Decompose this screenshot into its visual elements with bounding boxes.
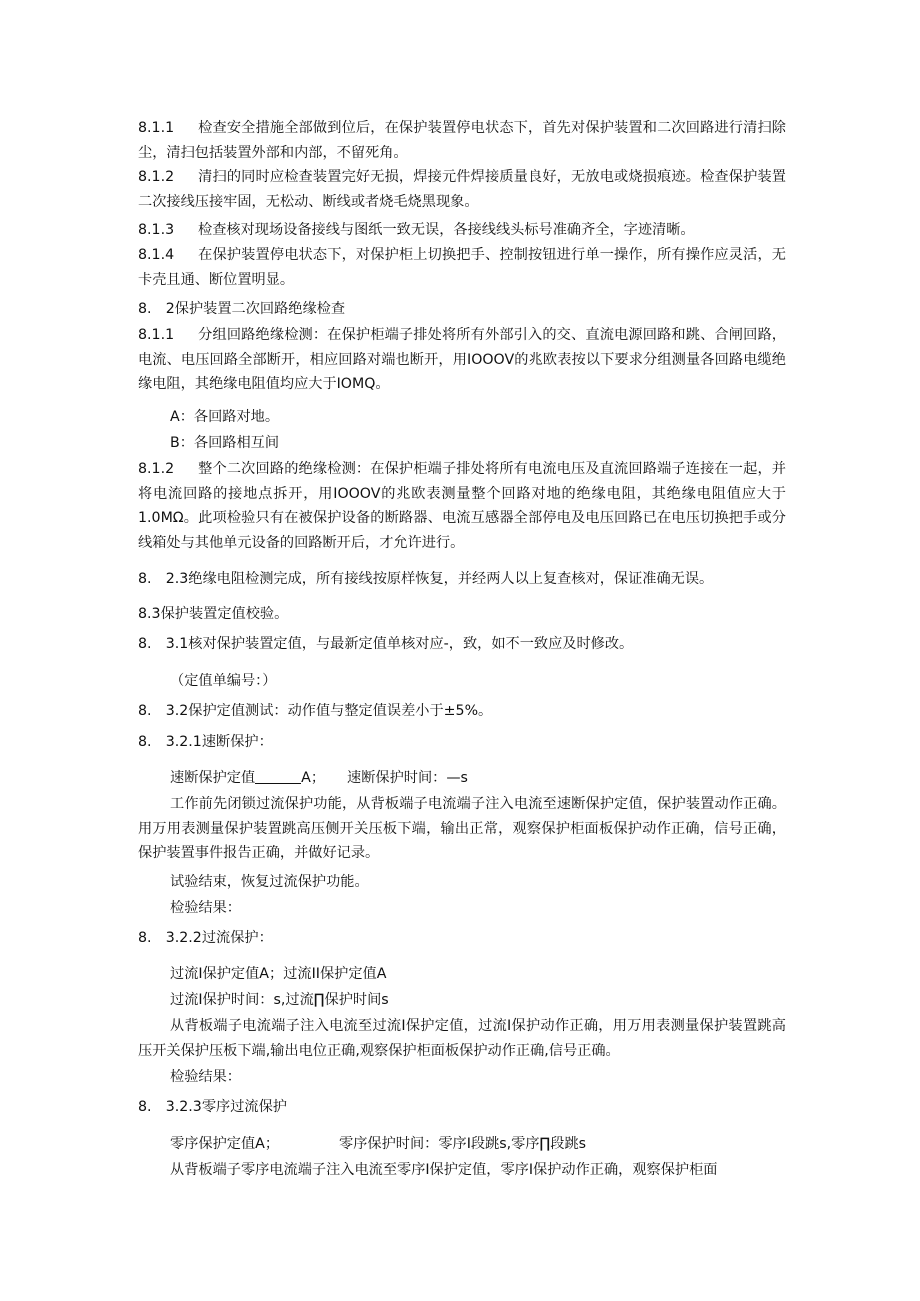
setting-sheet-number: （定值单编号：）	[170, 673, 277, 689]
overcurrent-time-line: 过流I保护时间：s,过流∏保护时间s	[170, 992, 389, 1008]
quick-break-result: 检验结果：	[170, 900, 241, 916]
overcurrent-description: 从背板端子电流端子注入电流至过流I保护定值，过流I保护动作正确，用万用表测量保护装置跳高压开关保护压板下端,输出电位正确,观察保护柜面板保护动作正确,信号正确。	[138, 1018, 786, 1059]
heading-8-3: 8.3保护装置定值校验。	[138, 606, 289, 622]
paragraph-8-1-4	[138, 243, 786, 292]
paragraph-8-3-2: 8. 3.2保护定值测试：动作值与整定值误差小于±5%。	[138, 703, 493, 719]
paragraph-text: 整个二次回路的绝缘检测：在保护柜端子排处将所有电流电压及直流回路端子连接在一起，并将电流回路的接地点拆开，用IOOOV的兆欧表测量整个回路对地的绝缘电阻，其绝缘电阻值应大于1.0MΩ。此项检验只有在被保护设备的断路器、电流互感器全部停电及电压回路已在电压切换把手或分线箱处与其他单元设备的回路断开后，才允许进行。	[138, 461, 786, 551]
section-number: 8.1.4	[138, 247, 175, 263]
section-number: 8.1.1	[138, 327, 175, 343]
paragraph-8-2-3: 8. 2.3绝缘电阻检测完成，所有接线按原样恢复，并经两人以上复查核对，保证准确无误。	[138, 571, 714, 587]
paragraph-8-2-1	[138, 323, 786, 397]
heading-8-2: 8. 2保护装置二次回路绝缘检查	[138, 301, 346, 317]
quick-break-setting-line	[170, 766, 786, 791]
paragraph-text: 分组回路绝缘检测：在保护柜端子排处将所有外部引入的交、直流电源回路和跳、合闸回路，电流、电压回路全部断开，相应回路对端也断开，用IOOOV的兆欧表按以下要求分组测量各回路电缆绝缘电阻，其绝缘电阻值均应大于IOMQ。	[138, 327, 786, 392]
zero-sequence-description: 从背板端子零序电流端子注入电流至零序I保护定值，零序I保护动作正确，观察保护柜面	[170, 1162, 718, 1178]
heading-8-3-2-1: 8. 3.2.1速断保护：	[138, 734, 273, 750]
section-number: 8.1.2	[138, 461, 175, 477]
quick-time-label: 速断保护时间：—s	[347, 770, 468, 786]
section-number: 8.1.2	[138, 169, 175, 185]
paragraph-text: 检查安全措施全部做到位后，在保护装置停电状态下，首先对保护装置和二次回路进行清扫除尘，清扫包括装置外部和内部，不留死角。	[138, 120, 786, 161]
section-number: 8.1.3	[138, 222, 175, 238]
list-item-a: A：各回路对地。	[170, 409, 280, 425]
zero-time-label: 零序保护时间：零序I段跳s,零序∏段跳s	[339, 1136, 587, 1152]
overcurrent-result: 检验结果：	[170, 1069, 241, 1085]
section-number: 8.1.1	[138, 120, 175, 136]
quick-setting-unit: A；	[301, 770, 326, 786]
paragraph-text: 清扫的同时应检查装置完好无损，焊接元件焊接质量良好，无放电或烧损痕迹。检查保护装置二次接线压接牢固，无松动、断线或者烧毛烧黑现象。	[138, 169, 786, 210]
paragraph-text: 在保护装置停电状态下，对保护柜上切换把手、控制按钮进行单一操作，所有操作应灵活，无卡壳且通、断位置明显。	[138, 247, 786, 288]
list-item-b: B：各回路相互间	[170, 435, 280, 451]
heading-8-3-2-2: 8. 3.2.2过流保护：	[138, 930, 273, 946]
quick-break-description: 工作前先闭锁过流保护功能，从背板端子电流端子注入电流至速断保护定值，保护装置动作正确。用万用表测量保护装置跳高压侧开关压板下端，输出正常，观察保护柜面板保护动作正确，信号正确，保护装置事件报告正确，并做好记录。	[138, 796, 786, 861]
overcurrent-setting-line: 过流I保护定值A；过流II保护定值A	[170, 966, 387, 982]
paragraph-8-2-2	[138, 457, 786, 555]
paragraph-8-3-1: 8. 3.1核对保护装置定值，与最新定值单核对应-，致，如不一致应及时修改。	[138, 636, 634, 652]
zero-setting-label: 零序保护定值A；	[170, 1136, 280, 1152]
quick-setting-label: 速断保护定值	[170, 770, 256, 786]
quick-setting-blank	[255, 769, 301, 784]
heading-8-3-2-3: 8. 3.2.3零序过流保护	[138, 1099, 287, 1115]
paragraph-8-1-3	[138, 218, 786, 243]
paragraph-8-1-1	[138, 116, 786, 165]
paragraph-8-1-2	[138, 165, 786, 214]
quick-break-finish: 试验结束，恢复过流保护功能。	[170, 874, 369, 890]
paragraph-text: 检查核对现场设备接线与图纸一致无误，各接线线头标号准确齐全，字迹清晰。	[198, 222, 695, 238]
zero-sequence-setting-line	[170, 1132, 786, 1157]
